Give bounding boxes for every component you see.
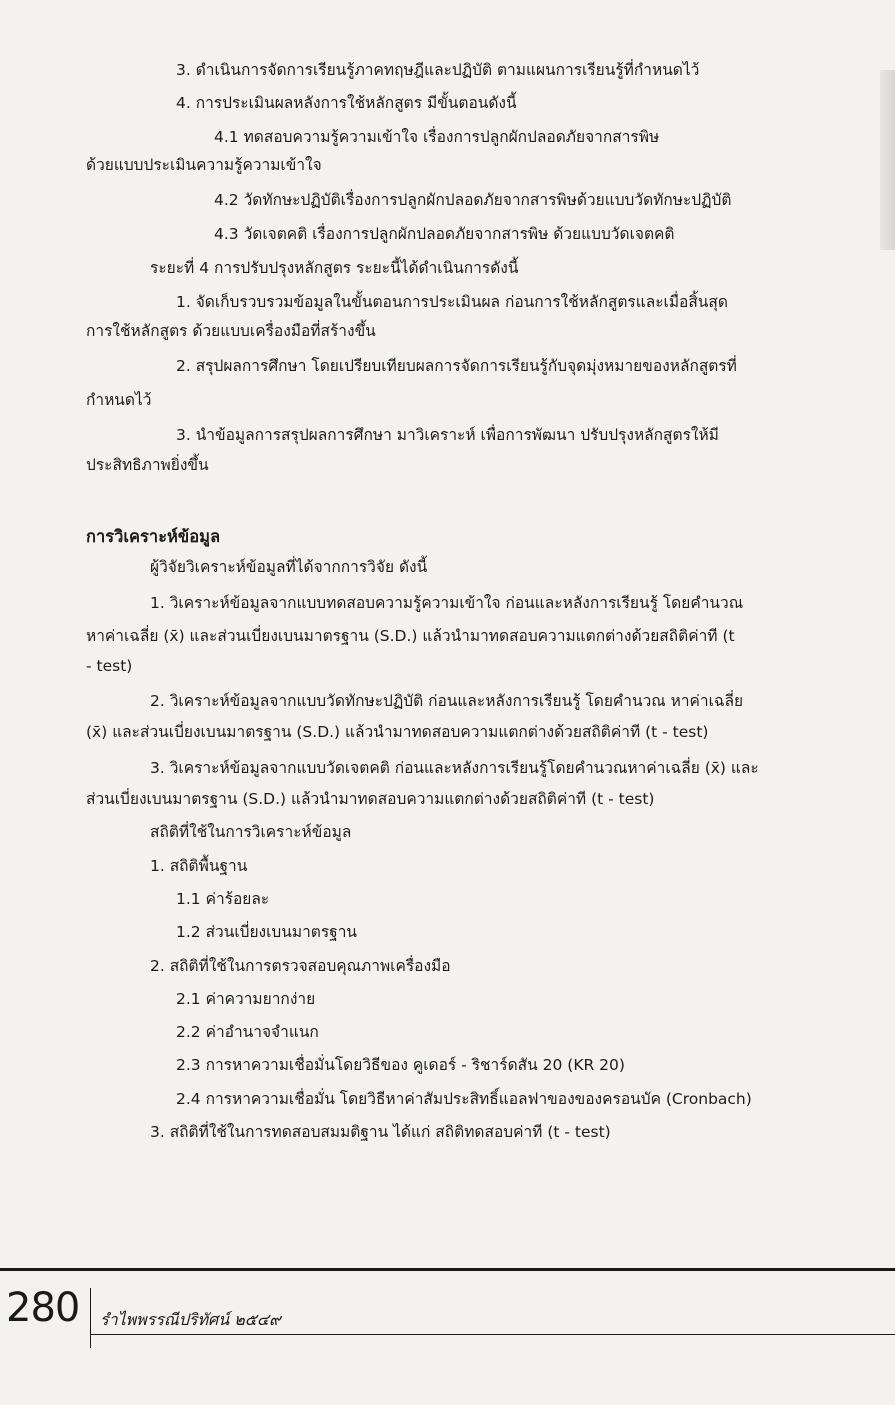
text-line: 1. สถิติพื้นฐาน (150, 857, 248, 875)
text-line: กำหนดไว้ (86, 391, 152, 409)
footer-rule (0, 1268, 895, 1271)
text-line: 1. วิเคราะห์ข้อมูลจากแบบทดสอบความรู้ความเข้าใจ ก่อนและหลังการเรียนรู้ โดยคำนวณ (150, 594, 744, 612)
text-line: 4.1 ทดสอบความรู้ความเข้าใจ เรื่องการปลูกผักปลอดภัยจากสารพิษ (214, 128, 660, 146)
text-line: 3. สถิติที่ใช้ในการทดสอบสมมติฐาน ได้แก่ สถิติทดสอบค่าที (t - test) (150, 1123, 611, 1141)
text-line: (x̄) และส่วนเบี่ยงเบนมาตรฐาน (S.D.) แล้วนำมาทดสอบความแตกต่างด้วยสถิติค่าที (t - test) (86, 723, 709, 741)
section-heading: การวิเคราะห์ข้อมูล (86, 527, 221, 546)
footer-underline (90, 1334, 895, 1335)
text-line: การใช้หลักสูตร ด้วยแบบเครื่องมือที่สร้างขึ้น (86, 322, 376, 340)
text-line: 3. นำข้อมูลการสรุปผลการศึกษา มาวิเคราะห์ เพื่อการพัฒนา ปรับปรุงหลักสูตรให้มี (176, 426, 719, 444)
text-line: ด้วยแบบประเมินความรู้ความเข้าใจ (86, 156, 322, 174)
text-line: หาค่าเฉลี่ย (x̄) และส่วนเบี่ยงเบนมาตรฐาน (S.D.) แล้วนำมาทดสอบความแตกต่างด้วยสถิติค่าที (t (86, 627, 735, 645)
text-line: ผู้วิจัยวิเคราะห์ข้อมูลที่ได้จากการวิจัย ดังนี้ (150, 558, 428, 576)
text-line: 4.3 วัดเจตคติ เรื่องการปลูกผักปลอดภัยจากสารพิษ ด้วยแบบวัดเจตคติ (214, 225, 675, 243)
page-number: 280 (6, 1285, 80, 1331)
text-line: 2. สถิติที่ใช้ในการตรวจสอบคุณภาพเครื่องมือ (150, 957, 451, 975)
text-line: 2.3 การหาความเชื่อมั่นโดยวิธีของ คูเดอร์ - ริชาร์ดสัน 20 (KR 20) (176, 1056, 625, 1074)
text-line: 3. วิเคราะห์ข้อมูลจากแบบวัดเจตคติ ก่อนและหลังการเรียนรู้โดยคำนวณหาค่าเฉลี่ย (x̄) และ (150, 759, 759, 777)
text-line: ประสิทธิภาพยิ่งขึ้น (86, 456, 209, 474)
text-line: ส่วนเบี่ยงเบนมาตรฐาน (S.D.) แล้วนำมาทดสอบความแตกต่างด้วยสถิติค่าที (t - test) (86, 790, 655, 808)
text-line: ระยะที่ 4 การปรับปรุงหลักสูตร ระยะนี้ได้ดำเนินการดังนี้ (150, 259, 519, 277)
text-line: 2. สรุปผลการศึกษา โดยเปรียบเทียบผลการจัดการเรียนรู้กับจุดมุ่งหมายของหลักสูตรที่ (176, 357, 737, 375)
text-line: 2.2 ค่าอำนาจจำแนก (176, 1023, 319, 1041)
text-line: 3. ดำเนินการจัดการเรียนรู้ภาคทฤษฎีและปฏิบัติ ตามแผนการเรียนรู้ที่กำหนดไว้ (176, 61, 700, 79)
text-line: 4. การประเมินผลหลังการใช้หลักสูตร มีขั้นตอนดังนี้ (176, 94, 517, 112)
text-line: - test) (86, 657, 133, 675)
text-line: 1.1 ค่าร้อยละ (176, 890, 270, 908)
text-line: สถิติที่ใช้ในการวิเคราะห์ข้อมูล (150, 823, 352, 841)
running-head: รำไพพรรณีปริทัศน์ ๒๕๔๙ (100, 1310, 281, 1329)
text-line: 1. จัดเก็บรวบรวมข้อมูลในขั้นตอนการประเมินผล ก่อนการใช้หลักสูตรและเมื่อสิ้นสุด (176, 293, 728, 311)
footer-divider (90, 1288, 91, 1348)
text-line: 2.1 ค่าความยากง่าย (176, 990, 316, 1008)
text-line: 2. วิเคราะห์ข้อมูลจากแบบวัดทักษะปฏิบัติ ก่อนและหลังการเรียนรู้ โดยคำนวณ หาค่าเฉลี่ย (150, 692, 744, 710)
text-line: 4.2 วัดทักษะปฏิบัติเรื่องการปลูกผักปลอดภัยจากสารพิษด้วยแบบวัดทักษะปฏิบัติ (214, 191, 732, 209)
text-line: 1.2 ส่วนเบี่ยงเบนมาตรฐาน (176, 923, 358, 941)
text-line: 2.4 การหาความเชื่อมั่น โดยวิธีหาค่าสัมประสิทธิ์แอลฟาของของครอนบัค (Cronbach) (176, 1090, 752, 1108)
page-edge-shadow (880, 70, 895, 250)
